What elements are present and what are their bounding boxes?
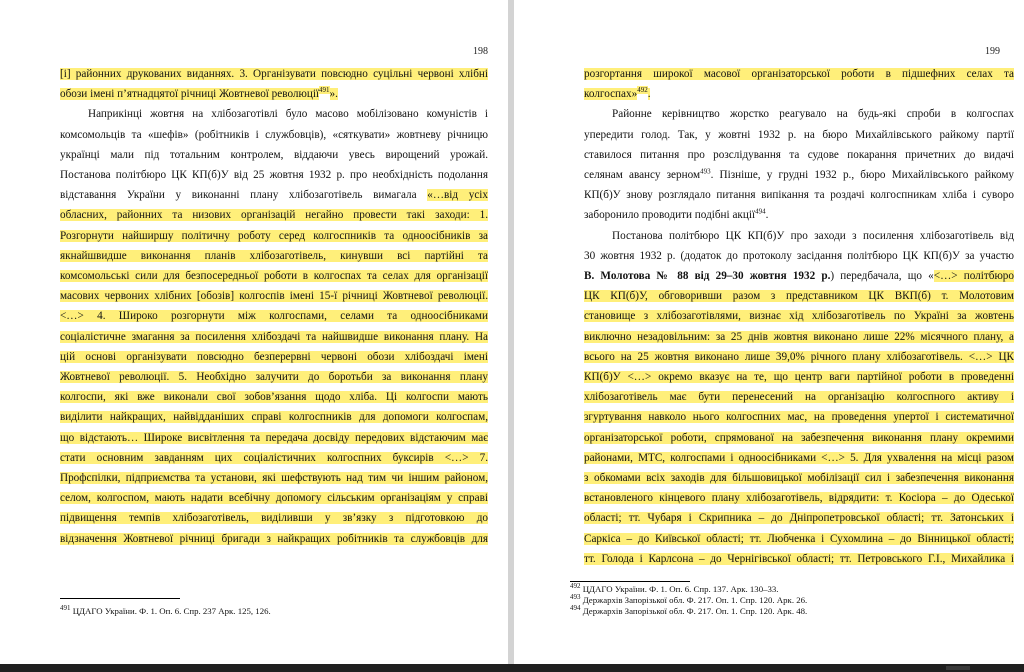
text-run: комсомольців та «шефів» (робітників і службовців), «сяткувати» жовтневу річницю [60, 128, 488, 141]
page-198 [0, 0, 508, 664]
text-line [584, 428, 1014, 448]
text-run: «…від усіх [427, 189, 488, 202]
footnotes [60, 606, 271, 617]
text-run: розгортання широкої масової організаторської роботи в підшефних селах та [584, 68, 1014, 80]
text-run: колгоспах» [584, 88, 638, 101]
text-run: всього на 25 жовтня виконано лише 39,0% річного плану хлібозаготівель. <…> ЦК [584, 350, 1014, 363]
text-line [60, 347, 488, 367]
text-run: стати основним завданням цих соціалістичних колгоспних буксирів <…> 7. [60, 451, 488, 464]
text-line [584, 306, 1014, 326]
text-line [60, 327, 488, 347]
footnote-separator [60, 598, 180, 599]
text-line [584, 84, 1014, 104]
footnote-item [570, 606, 807, 617]
footnote-separator [570, 581, 690, 582]
text-line [60, 205, 488, 225]
text-run: обласних, районних та низових організацій негайно провести такі заходи: 1. [60, 209, 488, 222]
text-line [584, 529, 1014, 549]
text-line [584, 226, 1014, 246]
footnote-text: Держархів Запорізької обл. Ф. 217. Оп. 1. Спр. 120. Арк. 48. [580, 606, 808, 616]
footnote-reference: 492 [637, 86, 648, 95]
text-line [584, 125, 1014, 145]
text-line [584, 266, 1014, 286]
footnotes [570, 584, 807, 617]
text-run: з обкомами всіх заходів для більшовицької мобілізації сил і забезпечення виконання [584, 472, 1014, 485]
text-run: ». [329, 88, 338, 101]
text-run: виділити найкращих, найвідданіших справі колгоспників для допомоги колгоспам, [60, 411, 488, 424]
text-line [584, 347, 1014, 367]
text-line [584, 488, 1014, 508]
text-run: Жовтневої революції. 5. Необхідно залучити до боротьби за виконання плану [60, 371, 488, 384]
text-line [60, 226, 488, 246]
text-line [60, 165, 488, 185]
text-line [60, 286, 488, 306]
text-line [60, 185, 488, 205]
taskbar-scroll-thumb[interactable] [946, 666, 970, 670]
text-line [584, 387, 1014, 407]
text-run: 30 жовтня 1932 р. (додаток до протоколу засідання політбюро ЦК КП(б)У за участю [584, 249, 1014, 262]
text-run: Наприкінці жовтня на хлібозаготівлі було масово мобілізовано комуністів і [88, 108, 488, 121]
text-run: Районне керівництво жорстко реагувало на будь-які спроби в колгоспах [612, 108, 1014, 121]
footnote-item [570, 595, 807, 606]
text-line [60, 104, 488, 124]
page-number: 199 [985, 46, 1000, 57]
text-run: . [647, 88, 651, 101]
text-line [60, 508, 488, 528]
text-run: Постанова політбюро ЦК КП(б)У від 25 жовтня 1932 р. про необхідність подолання [60, 169, 488, 182]
text-run: Профспілки, підприємства та установи, які шефствують над тим чи іншим районом, [60, 472, 488, 485]
text-run: <…> 4. Широко розгорнути між колгоспами, селами та одноосібниками [60, 310, 488, 323]
taskbar [0, 664, 1024, 672]
text-run: тт. Голода і Карлсона – до Чернігівської області; тт. Петровського Г.І., Михайлика і [584, 552, 1014, 565]
footnote-text: ЦДАГО України. Ф. 1. Оп. 6. Спр. 137. Арк. 130–33. [580, 584, 779, 594]
text-run: організаторської роботи, спрямованої на забезпечення виконання плану окремими [584, 431, 1014, 444]
text-line [584, 367, 1014, 387]
text-line [584, 185, 1014, 205]
text-run: КП(б)У <…> окремо вказує на те, що центр ваги партійної роботи в проведенні [584, 371, 1014, 384]
text-run: В. Молотова № 88 від 29–30 жовтня 1932 р. [584, 270, 831, 283]
text-run: хлібозаготівель має бути перенесений на організацію колгоспного активу і [584, 391, 1014, 404]
text-run: виключно незадовільним: за 25 днів жовтня виконано лише 22% місячного плану, а [584, 330, 1014, 343]
text-line [584, 468, 1014, 488]
text-line [60, 367, 488, 387]
text-line [60, 246, 488, 266]
text-run: колгоспи, які вже виконали свої зобов’язання щодо хліба. Ці колгоспи мають [60, 391, 488, 404]
text-line [60, 428, 488, 448]
text-run: <…> політбюро [933, 270, 1014, 283]
text-run: районами, МТС, колгоспами і одноосібниками <…> 5. Для ухвалення на місці разом [584, 451, 1014, 464]
text-line [60, 306, 488, 326]
text-run: становище з хлібозаготівлями, визнає хід хлібозаготівель по Україні за жовтень [584, 310, 1014, 323]
text-line [60, 125, 488, 145]
text-line [584, 327, 1014, 347]
footnote-number: 493 [570, 593, 581, 602]
text-run: Розгорнути найширшу політичну роботу серед колгоспників та одноосібників за [60, 229, 488, 242]
text-line [60, 387, 488, 407]
text-run: . Пізніше, у грудні 1932 р., бюро Михайлівського райкому [710, 169, 1014, 182]
text-run: відставання України у виконанні плану хлібозаготівель вимагала [60, 189, 428, 202]
text-run: згуртування навколо нього колгоспних мас, на проведення упертої і систематичної [584, 411, 1014, 424]
text-run: обози імені п’ятнадцятої річниці Жовтневої революції [60, 88, 320, 101]
text-line [60, 407, 488, 427]
text-line [60, 266, 488, 286]
text-line [60, 529, 488, 549]
text-line [584, 549, 1014, 569]
text-run: підвищення темпів хлібозаготівель, виділивши у зв’язку з підготовкою до [60, 512, 488, 525]
text-run: [і] районних друкованих виданнях. 3. Організувати повсюдно суцільні червоні хлібні [60, 68, 488, 80]
footnote-item [570, 584, 807, 595]
text-run: області; тт. Чубаря і Скрипника – до Дніпропетровської області; тт. Затонських і [584, 512, 1014, 525]
footnote-text: ЦДАГО України. Ф. 1. Оп. 6. Спр. 237 Арк. 125, 126. [70, 606, 271, 616]
text-line [60, 84, 488, 104]
text-line [60, 488, 488, 508]
text-run: якнайшвидше виконання планів хлібозаготівель, кинувши всі партійні та [60, 249, 488, 262]
text-run: Саркіса – до Київської області; тт. Любченка і Сухомлина – до Вінницької області; [584, 532, 1014, 545]
text-line [60, 145, 488, 165]
footnote-reference: 494 [755, 207, 766, 216]
text-line [584, 508, 1014, 528]
text-run: заборонило проводити подібні акції [584, 209, 756, 222]
footnote-reference: 493 [700, 167, 711, 176]
text-line [584, 407, 1014, 427]
text-line [584, 286, 1014, 306]
text-run: . [765, 209, 769, 222]
text-run: ставилося питання про розслідування та судове покарання причетних до видачі [584, 148, 1014, 161]
text-line [60, 448, 488, 468]
text-line [584, 145, 1014, 165]
text-line [584, 64, 1014, 84]
page-number: 198 [473, 46, 488, 57]
text-run: встановленого кінцевого плану хлібозаготівель, відрядити: т. Косіора – до Одеської [584, 492, 1014, 505]
footnote-number: 494 [570, 604, 581, 613]
text-line [584, 104, 1014, 124]
body-text [584, 64, 1014, 569]
text-line [584, 205, 1014, 225]
text-run: селом, колгоспом, мають надати всебічну допомогу сільським організаціям у справі [60, 492, 488, 505]
text-run: Постанова політбюро ЦК КП(б)У про заходи з посилення хлібозаготівель від [612, 229, 1014, 242]
text-line [584, 246, 1014, 266]
text-run: масових червоних хлібних [обозів] колгоспів імені 15-ї річниці Жовтневої революції. [60, 290, 488, 303]
text-run: ) передбачала, що « [830, 270, 934, 283]
text-run: соціалістичне змагання за посилення хлібоздачі та найшвидше виконання плану. На [60, 330, 488, 343]
text-run: упередити голод. Так, у жовтні 1932 р. на бюро Михайлівського райкому партії [584, 128, 1014, 141]
footnote-number: 492 [570, 582, 581, 591]
footnote-number: 491 [60, 604, 71, 613]
text-run: українці мали під тотальним контролем, віддаючи увесь вирощений урожай. [60, 148, 488, 161]
text-line [60, 468, 488, 488]
text-run: селянам авансу зерном [584, 169, 701, 182]
body-text [60, 64, 488, 549]
text-run: ЦК КП(б)У, обговоривши разом з представником ЦК ВКП(б) т. Молотовим [584, 290, 1014, 303]
page-199 [514, 0, 1024, 664]
footnote-text: Держархів Запорізької обл. Ф. 217. Оп. 1. Спр. 120. Арк. 26. [580, 595, 808, 605]
text-run: цій основі організувати повсюдно безперервні червоні обози хлібоздачі імені [60, 350, 488, 363]
text-run: відзначення Жовтневої річниці бригади з найкращих робітників та службовців для [60, 532, 488, 545]
text-line [60, 64, 488, 84]
text-line [584, 165, 1014, 185]
text-run: КП(б)У знову розглядало питання випікання та роздачі колгоспникам хліба і суворо [584, 189, 1014, 202]
text-line [584, 448, 1014, 468]
text-run: комсомольські сили для безпосередньої роботи в колгоспах та селах для організації [60, 270, 488, 283]
footnote-reference: 491 [319, 86, 330, 95]
text-run: що відстають… Широке висвітлення та передача досвіду передових відстаючим має [60, 431, 488, 444]
footnote-item [60, 606, 271, 617]
